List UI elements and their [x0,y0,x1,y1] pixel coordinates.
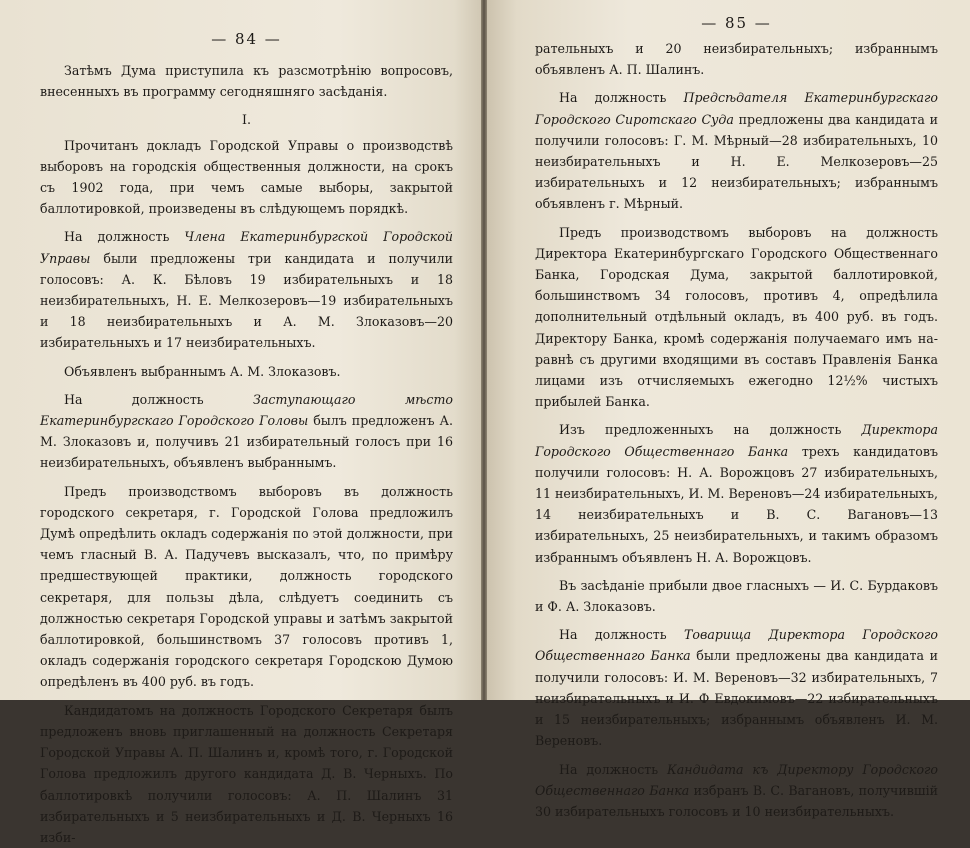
left-page [0,0,483,845]
bank-salary-paragraph: Предъ производствомъ выборовъ на должность Директора Екатеринбургскаго Городского Общественнаго Банка, Городская Дума, закрытой баллотировкой, большинствомъ 34 голосовъ, противъ 4, опредѣлила дополнительный отдѣльный окладъ, въ 400 руб. въ годъ. Директору Банка, кромѣ содержанія получаемаго имъ на-равнѣ съ другими входящими въ составъ Правленія Банка лицами изъ отчисляемыхъ ежегодно 12½% чистыхъ прибылей Банка. [535,224,938,410]
book-gutter [481,0,487,700]
secretary-salary-paragraph: Предъ производствомъ выборовъ въ должность городского секретаря, г. Городской Голова предложилъ Думѣ опредѣлить окладъ содержанія по этой должности, при чемъ гласный В. А. Падучевъ высказалъ, что, по примѣру предшествующей практики, должность городского секретаря, для пользы дѣла, слѣдуетъ соединить съ должностью секретаря Городской управы и затѣмъ закрытой баллотировкой, большинствомъ 37 голосовъ противъ 1, окладъ содержанія городского секретаря Городскою Думою опредѣленъ въ 400 руб. въ годъ. [40,483,453,690]
candidate-director-paragraph: На должность Кандидата къ Директору Городского Общественнаго Банка избранъ В. С. Вагановъ, получившій 30 избирательныхъ голосовъ и 10 неизбирательныхъ. [535,761,938,819]
arrived-paragraph: Въ засѣданіе прибыли двое гласныхъ — И. С. Бурдаковъ и Ф. А. Злоказовъ. [535,577,938,615]
continuation-paragraph: рательныхъ и 20 неизбирательныхъ; избраннымъ объявленъ А. П. Шалинъ. [535,41,938,78]
intro-paragraph: Затѣмъ Дума приступила къ разсмотрѣнію вопросовъ, внесенныхъ въ программу сегодняшняго засѣданія. [40,63,453,100]
right-page [483,0,970,819]
bank-director-paragraph: Изъ предложенныхъ на должность Директора Городского Общественнаго Банка трехъ кандидатовъ получили голосовъ: Н. А. Ворожцовъ 27 избирательныхъ, 11 неизбирательныхъ, И. М. Вереновъ—24 избирательныхъ, 14 неизбирательныхъ и В. С. Вагановъ—13 избирательныхъ, 25 неизбирательныхъ, и такимъ образомъ избраннымъ объявленъ Н. А. Ворожцовъ. [535,422,938,565]
deputy-election-paragraph: На должность Заступающаго мѣсто Екатеринбургскаго Городского Головы былъ предложенъ А. М. Злоказовъ и, получивъ 21 избирательный голосъ при 16 неизбирательныхъ, объявленъ выбраннымъ. [40,391,453,471]
page-number-right: — 85 — [701,14,772,32]
orphan-court-paragraph: На должность Предсѣдателя Екатеринбургскаго Городского Сиротскаго Суда предложены два кандидата и получили голосовъ: Г. М. Мѣрный—28 избирательныхъ, 10 неизбирательныхъ и Н. Е. Мелкозеровъ—25 избирательныхъ и 12 неизбирательныхъ; избраннымъ объявленъ г. Мѣрный. [535,90,939,212]
member-election-paragraph: На должность Члена Екатеринбургской Городской Управы были предложены три кандидата и получили голосовъ: А. К. Бѣловъ 19 избирательныхъ и 18 неизбирательныхъ, Н. Е. Мелкозеровъ—19 избирательныхъ и 18 неизбирательныхъ и А. М. Злоказовъ—20 избирательныхъ и 17 неизбирательныхъ. [40,229,453,351]
section-numeral: I. [242,112,251,128]
elected-paragraph: Объявленъ выбраннымъ А. М. Злоказовъ. [64,363,341,379]
deputy-director-paragraph: На должность Товарища Директора Городского Общественнаго Банка были предложены два кандидата и получили голосовъ: И. М. Вереновъ—32 избирательныхъ, 7 неизбирательныхъ и И. Ф Евдокимовъ—22 избирательныхъ и 15 неизбирательныхъ; избраннымъ объявленъ И. М. Вереновъ. [535,627,938,749]
secretary-candidates-paragraph: Кандидатомъ на должность Городского Секретаря былъ предложенъ вновь приглашенный на должность Секретаря Городской Управы А. П. Шалинъ и, кромѣ того, г. Городской Голова предложилъ другого кандидата Д. В. Черныхъ. По баллотировкѣ получили голосовъ: А. П. Шалинъ 31 избирательныхъ и 5 неизбирательныхъ и Д. В. Черныхъ 16 изби- [40,702,453,845]
report-paragraph: Прочитанъ докладъ Городской Управы о производствѣ выборовъ на городскія общественныя должности, на срокъ съ 1902 года, при чемъ самые выборы, закрытой баллотировкой, произведены въ слѣдующемъ порядкѣ. [40,137,453,217]
page-number-left: — 84 — [211,30,282,48]
